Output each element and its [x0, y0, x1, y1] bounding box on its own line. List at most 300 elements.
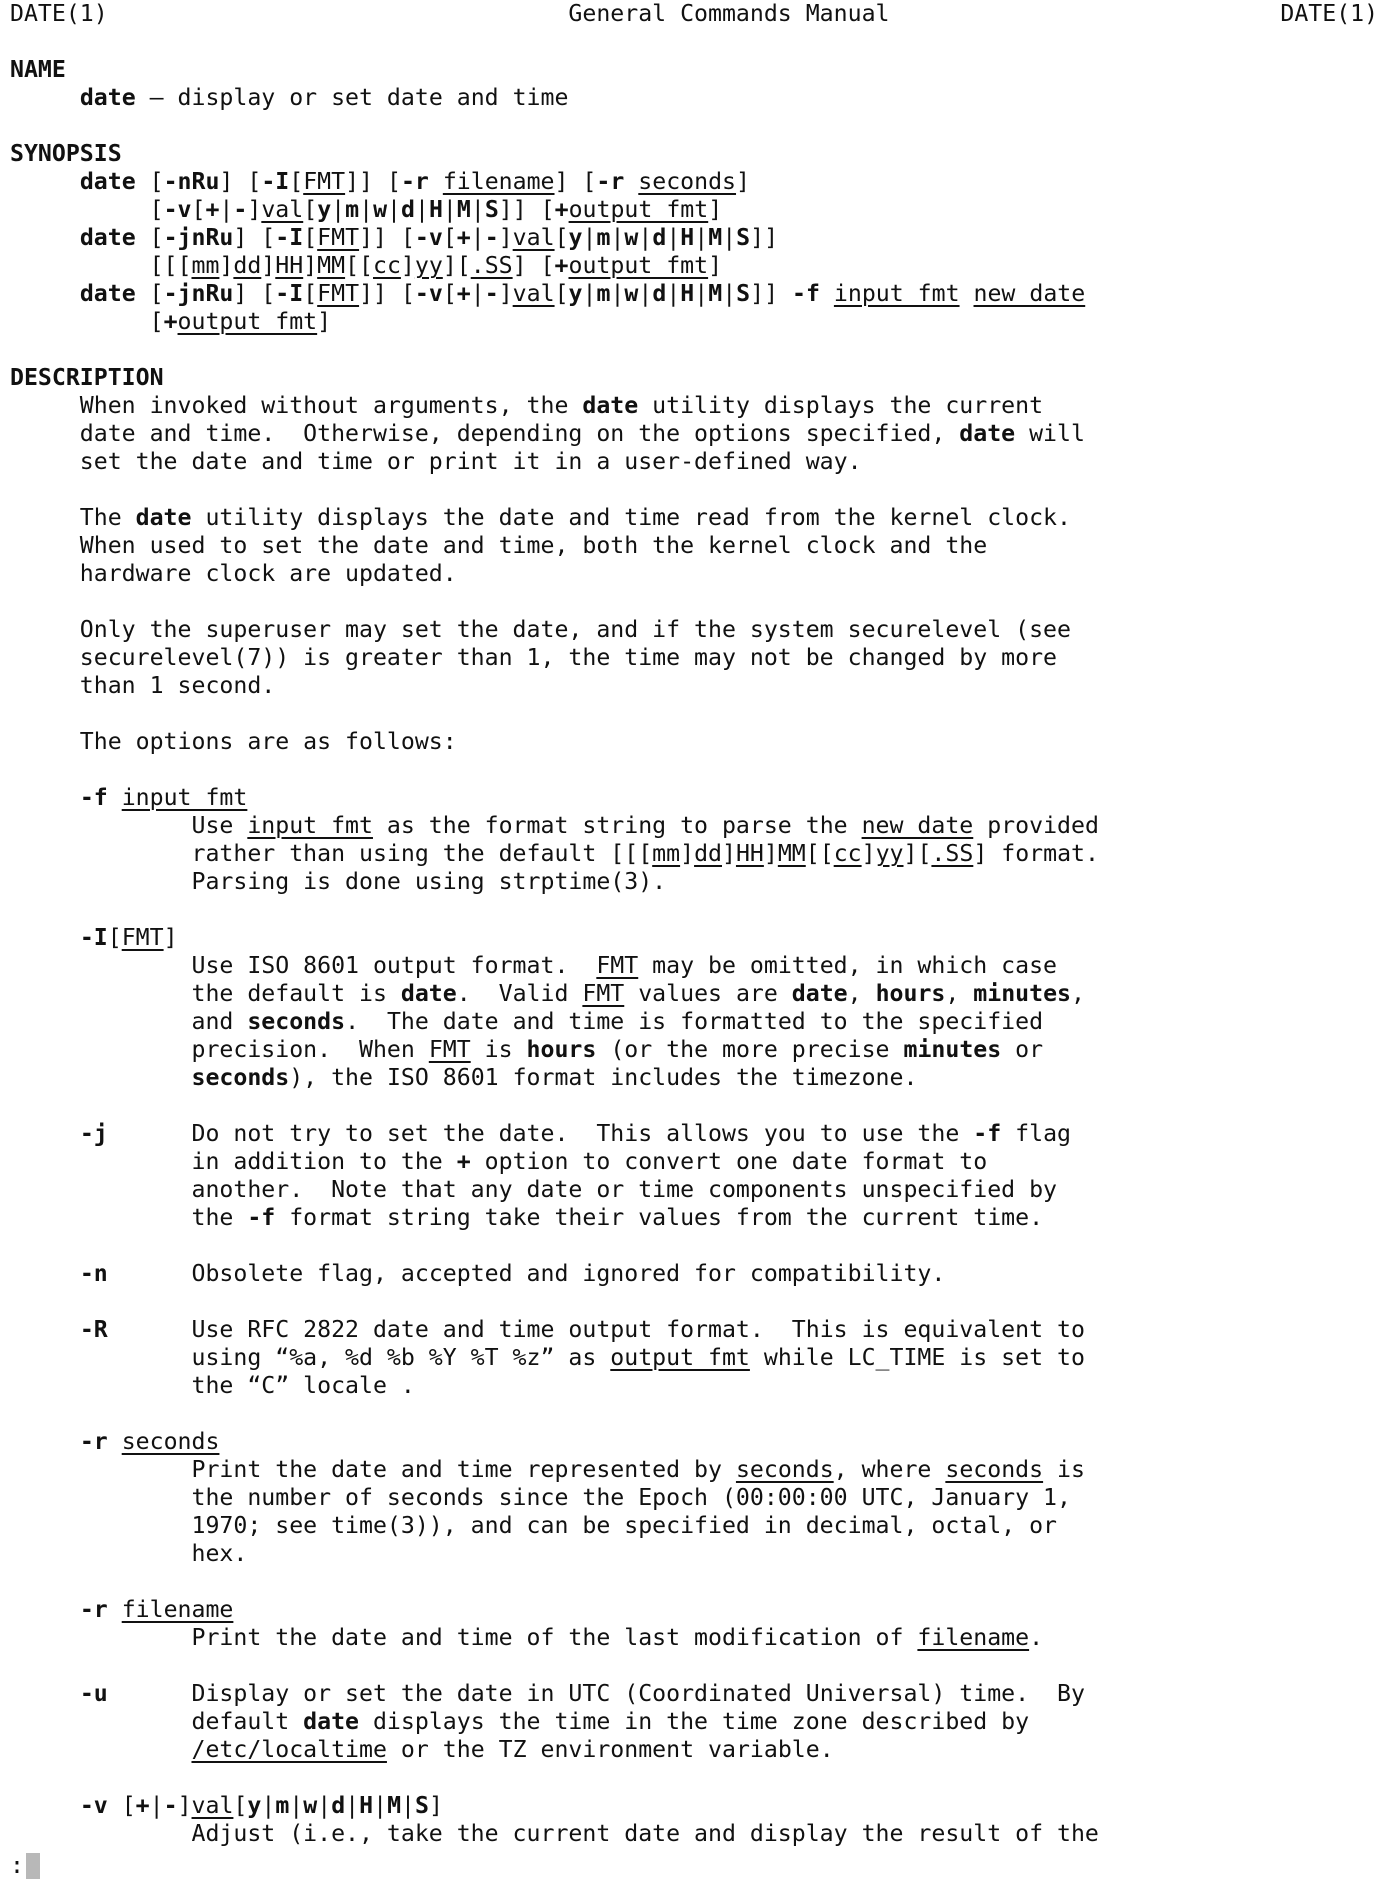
bold-text: S	[484, 196, 499, 223]
text-segment: [	[10, 196, 164, 223]
underlined-text: filename	[121, 1596, 234, 1623]
bold-text: -u	[79, 1680, 108, 1707]
underlined-text: output_fmt	[177, 308, 318, 335]
bold-text: date	[79, 224, 136, 251]
bold-text: H	[428, 196, 443, 223]
man-line	[10, 280, 1085, 308]
text-segment: [	[107, 924, 122, 951]
man-line	[10, 196, 722, 224]
man-line	[10, 1372, 415, 1400]
text-segment: |	[149, 1792, 164, 1819]
text-segment	[10, 1680, 80, 1707]
bold-text: date	[303, 1708, 360, 1735]
text-segment: |	[582, 280, 597, 307]
underlined-text: output_fmt	[568, 196, 709, 223]
underlined-text: MM	[777, 840, 806, 867]
text-segment: ,	[1071, 980, 1085, 1007]
text-segment: ]]	[750, 280, 793, 307]
text-segment: ), the ISO 8601 format includes the timezone.	[289, 1064, 918, 1091]
text-segment: hex.	[10, 1540, 248, 1567]
bold-text: m	[345, 196, 360, 223]
text-segment: Print the date and time represented by	[10, 1456, 736, 1483]
underlined-text: cc	[833, 840, 862, 867]
pager-prompt[interactable]	[10, 1852, 40, 1880]
bold-text: M	[456, 196, 471, 223]
text-segment: [[	[805, 840, 834, 867]
text-segment	[10, 1596, 80, 1623]
text-segment	[108, 1596, 122, 1623]
bold-text: M	[387, 1792, 402, 1819]
text-segment: |	[331, 196, 346, 223]
man-line	[10, 252, 722, 280]
bold-text: m	[275, 1792, 290, 1819]
bold-text: d	[331, 1792, 346, 1819]
text-segment: Only the superuser may set the date, and if the system securelevel (see	[10, 616, 1071, 643]
text-segment: (or the more precise	[596, 1036, 904, 1063]
bold-text: +	[554, 196, 569, 223]
text-segment: date and time. Otherwise, depending on the options specified,	[10, 420, 960, 447]
text-segment: [	[191, 196, 206, 223]
bold-text: -	[233, 196, 248, 223]
underlined-text: filename	[442, 168, 555, 195]
text-segment: , where	[833, 1456, 946, 1483]
man-line	[10, 1624, 1043, 1652]
bold-text: -I	[275, 280, 304, 307]
bold-text: -f	[247, 1204, 276, 1231]
underlined-text: HH	[735, 840, 764, 867]
text-segment: |	[666, 280, 681, 307]
bold-text: -nRu	[163, 168, 220, 195]
bold-text: H	[359, 1792, 374, 1819]
man-line	[10, 1456, 1085, 1484]
text-segment: ]	[763, 840, 778, 867]
text-segment: ]] [	[359, 224, 415, 251]
text-segment: ] format.	[973, 840, 1099, 867]
bold-text: -v	[414, 280, 443, 307]
bold-text: hours	[875, 980, 946, 1007]
man-line	[10, 868, 666, 896]
bold-text: +	[205, 196, 220, 223]
text-segment: |	[317, 1792, 332, 1819]
text-segment: default	[10, 1708, 304, 1735]
text-segment: ,	[847, 980, 876, 1007]
man-line	[10, 1344, 1085, 1372]
text-segment: |	[414, 196, 429, 223]
text-segment: or	[1001, 1036, 1044, 1063]
text-segment: |	[638, 280, 653, 307]
text-segment: while LC_TIME is set to	[749, 1344, 1085, 1371]
man-line	[10, 616, 1071, 644]
text-segment: |	[582, 224, 597, 251]
man-line	[10, 1316, 1085, 1344]
underlined-text: MM	[317, 252, 346, 279]
text-segment: |	[359, 196, 374, 223]
bold-text: d	[401, 196, 415, 223]
bold-text: -I	[79, 924, 108, 951]
underlined-text: seconds	[121, 1428, 220, 1455]
text-segment: may be omitted, in which case	[638, 952, 1058, 979]
text-segment: [	[135, 224, 164, 251]
bold-text: -r	[596, 168, 625, 195]
text-segment: [	[10, 308, 164, 335]
text-segment: [	[442, 224, 457, 251]
text-segment: |	[373, 1792, 388, 1819]
text-segment: Display or set the date in UTC (Coordinated Universal) time. By	[107, 1680, 1085, 1707]
text-segment: |	[387, 196, 401, 223]
text-segment	[10, 1428, 80, 1455]
text-segment: [	[303, 196, 318, 223]
bold-text: -r	[79, 1428, 108, 1455]
underlined-text: val	[191, 1792, 234, 1819]
man-line	[10, 140, 122, 168]
man-line	[10, 1036, 1043, 1064]
bold-text: -v	[163, 196, 192, 223]
man-line	[10, 1484, 1071, 1512]
text-segment	[10, 1736, 191, 1763]
text-segment: The options are as follows:	[10, 728, 457, 755]
bold-text: S	[736, 224, 751, 251]
bold-text: +	[456, 1148, 471, 1175]
man-line	[10, 1792, 443, 1820]
underlined-text: FMT	[428, 1036, 471, 1063]
text-segment: ] [	[233, 280, 276, 307]
bold-text: w	[624, 280, 639, 307]
text-segment	[10, 84, 80, 111]
text-segment: displays the time in the time zone described by	[359, 1708, 1030, 1735]
bold-text: minutes	[903, 1036, 1002, 1063]
text-segment: |	[401, 1792, 416, 1819]
bold-text: date	[791, 980, 848, 1007]
man-line	[10, 392, 1043, 420]
bold-text: +	[135, 1792, 150, 1819]
man-line	[10, 532, 987, 560]
man-line	[10, 728, 457, 756]
bold-text: date	[400, 980, 457, 1007]
text-segment: ]	[708, 252, 723, 279]
man-line	[10, 1512, 1057, 1540]
text-cursor	[26, 1853, 40, 1879]
text-segment: and	[10, 1008, 248, 1035]
underlined-text: dd	[233, 252, 262, 279]
text-segment: Do not try to set the date. This allows you to use the	[107, 1120, 974, 1147]
text-segment	[10, 1120, 80, 1147]
text-segment: Adjust (i.e., take the current date and display the result of the	[10, 1820, 1099, 1847]
text-segment: Obsolete flag, accepted and ignored for compatibility.	[107, 1260, 946, 1287]
text-segment	[624, 168, 638, 195]
text-segment: utility displays the date and time read from the kernel clock.	[191, 504, 1071, 531]
text-segment: ]	[736, 168, 750, 195]
bold-text: y	[247, 1792, 262, 1819]
text-segment	[108, 1428, 122, 1455]
text-segment: ]	[721, 840, 736, 867]
bold-text: date	[79, 168, 136, 195]
text-segment: – display or set date and time	[135, 84, 569, 111]
text-segment: using “%a, %d %b %Y %T %z” as	[10, 1344, 611, 1371]
text-segment: [	[135, 168, 164, 195]
underlined-text: FMT	[303, 168, 346, 195]
text-segment: |	[722, 280, 737, 307]
bold-text: S	[736, 280, 751, 307]
text-segment: [	[107, 1792, 136, 1819]
text-segment: [	[554, 280, 569, 307]
underlined-text: input_fmt	[247, 812, 373, 839]
text-segment: another. Note that any date or time components unspecified by	[10, 1176, 1058, 1203]
man-line	[10, 308, 331, 336]
text-segment: rather than using the default [[[	[10, 840, 653, 867]
bold-text: NAME	[10, 56, 66, 83]
man-line	[10, 924, 178, 952]
man-line	[10, 784, 247, 812]
underlined-text: output_fmt	[610, 1344, 750, 1371]
bold-text: minutes	[973, 980, 1072, 1007]
bold-text: date	[959, 420, 1016, 447]
bold-text: S	[415, 1792, 429, 1819]
man-line	[10, 980, 1085, 1008]
text-segment: Use RFC 2822 date and time output format. This is equivalent to	[107, 1316, 1085, 1343]
text-segment: Use	[10, 812, 248, 839]
bold-text: d	[652, 224, 667, 251]
text-segment: option to convert one date format to	[470, 1148, 988, 1175]
text-segment: ] [	[219, 168, 262, 195]
underlined-text: input_fmt	[121, 784, 248, 811]
bold-text: m	[596, 280, 611, 307]
underlined-text: seconds	[638, 168, 737, 195]
text-segment: hardware clock are updated.	[10, 560, 457, 587]
text-segment: [[[	[10, 252, 192, 279]
text-segment	[820, 280, 834, 307]
underlined-text: dd	[694, 840, 722, 867]
text-segment: ] [	[233, 224, 276, 251]
man-line	[10, 1176, 1057, 1204]
text-segment: ]]	[750, 224, 779, 251]
underlined-text: output_fmt	[568, 252, 709, 279]
text-segment: |	[638, 224, 653, 251]
bold-text: +	[163, 308, 178, 335]
man-line	[10, 560, 457, 588]
text-segment	[10, 1792, 80, 1819]
underlined-text: val	[261, 196, 304, 223]
bold-text: H	[680, 224, 695, 251]
bold-text: H	[680, 280, 695, 307]
bold-text: -R	[79, 1316, 108, 1343]
text-segment: ]	[498, 280, 513, 307]
man-line	[10, 1120, 1071, 1148]
underlined-text: .SS	[470, 252, 513, 279]
man-line	[10, 56, 66, 84]
bold-text: -v	[414, 224, 443, 251]
man-line	[10, 448, 862, 476]
underlined-text: input_fmt	[833, 280, 960, 307]
text-segment	[960, 280, 974, 307]
underlined-text: val	[512, 224, 555, 251]
text-segment: .	[1029, 1624, 1044, 1651]
bold-text: w	[303, 1792, 318, 1819]
bold-text: -	[484, 224, 499, 251]
man-line	[10, 0, 1378, 28]
bold-text: -n	[79, 1260, 108, 1287]
man-line	[10, 224, 778, 252]
bold-text: w	[624, 224, 639, 251]
man-line	[10, 364, 164, 392]
text-segment: ]] [	[345, 168, 401, 195]
text-segment: will	[1015, 420, 1085, 447]
bold-text: y	[317, 196, 332, 223]
man-line	[10, 1540, 247, 1568]
text-segment: flag	[1001, 1120, 1071, 1147]
underlined-text: val	[512, 280, 555, 307]
underlined-text: FMT	[582, 980, 625, 1007]
bold-text: date	[79, 84, 136, 111]
man-line	[10, 812, 1099, 840]
underlined-text: yy	[875, 840, 904, 867]
bold-text: +	[456, 224, 471, 251]
man-line	[10, 672, 275, 700]
bold-text: -I	[261, 168, 290, 195]
bold-text: w	[373, 196, 388, 223]
text-segment: [[	[345, 252, 373, 279]
underlined-text: seconds	[735, 1456, 834, 1483]
text-segment: securelevel(7)) is greater than 1, the time may not be changed by more	[10, 644, 1058, 671]
text-segment: utility displays the current	[638, 392, 1044, 419]
underlined-text: new_date	[861, 812, 974, 839]
text-segment: the “C” locale .	[10, 1372, 415, 1399]
underlined-text: yy	[414, 252, 443, 279]
underlined-text: FMT	[596, 952, 639, 979]
text-segment: |	[345, 1792, 360, 1819]
text-segment: |	[470, 196, 485, 223]
man-line	[10, 1260, 945, 1288]
bold-text: date	[135, 504, 192, 531]
bold-text: DESCRIPTION	[10, 364, 164, 391]
underlined-text: FMT	[317, 224, 360, 251]
text-segment: The	[10, 504, 136, 531]
man-line	[10, 644, 1057, 672]
underlined-text: new_date	[973, 280, 1086, 307]
text-segment: |	[694, 280, 709, 307]
text-segment	[429, 168, 443, 195]
text-segment: the number of seconds since the Epoch (00:00:00 UTC, January 1,	[10, 1484, 1071, 1511]
text-segment: ][	[903, 840, 932, 867]
text-segment: ]	[219, 252, 234, 279]
bold-text: SYNOPSIS	[10, 140, 122, 167]
text-segment: DATE(1) General Commands Manual DATE(1)	[10, 0, 1378, 27]
text-segment: the default is	[10, 980, 401, 1007]
bold-text: m	[596, 224, 611, 251]
text-segment: format string take their values from the current time.	[275, 1204, 1044, 1231]
bold-text: -I	[275, 224, 304, 251]
text-segment: ]	[428, 1792, 443, 1819]
bold-text: seconds	[191, 1064, 290, 1091]
text-segment: |	[666, 224, 681, 251]
bold-text: d	[652, 280, 667, 307]
man-line	[10, 1596, 233, 1624]
text-segment: ]	[303, 252, 318, 279]
text-segment: [	[303, 280, 318, 307]
text-segment: . The date and time is formatted to the specified	[345, 1008, 1044, 1035]
bold-text: M	[708, 280, 723, 307]
text-segment: as the format string to parse the	[372, 812, 862, 839]
man-line	[10, 168, 750, 196]
man-line	[10, 840, 1099, 868]
text-segment: the	[10, 1204, 248, 1231]
text-segment	[10, 224, 80, 251]
text-segment: ]	[708, 196, 723, 223]
text-segment: . Valid	[456, 980, 583, 1007]
text-segment	[10, 1316, 80, 1343]
text-segment: ][	[442, 252, 471, 279]
text-segment	[10, 924, 80, 951]
underlined-text: seconds	[945, 1456, 1044, 1483]
text-segment: ]	[317, 308, 332, 335]
bold-text: date	[79, 280, 136, 307]
text-segment: |	[470, 224, 485, 251]
man-line	[10, 1428, 219, 1456]
bold-text: y	[568, 224, 583, 251]
text-segment: ] [	[554, 168, 597, 195]
text-segment: |	[610, 280, 625, 307]
man-line	[10, 952, 1057, 980]
man-line	[10, 420, 1085, 448]
underlined-text: .SS	[931, 840, 974, 867]
text-segment	[10, 1064, 191, 1091]
text-segment: |	[219, 196, 234, 223]
man-line	[10, 84, 568, 112]
text-segment: provided	[973, 812, 1099, 839]
underlined-text: mm	[652, 840, 681, 867]
bold-text: seconds	[247, 1008, 346, 1035]
text-segment: Parsing is done using strptime(3).	[10, 868, 667, 895]
text-segment: values are	[624, 980, 792, 1007]
text-segment: |	[289, 1792, 304, 1819]
underlined-text: mm	[191, 252, 220, 279]
text-segment: Use ISO 8601 output format.	[10, 952, 597, 979]
text-segment	[10, 280, 80, 307]
bold-text: -r	[400, 168, 429, 195]
bold-text: M	[708, 224, 723, 251]
text-segment: |	[470, 280, 485, 307]
text-segment: ,	[945, 980, 974, 1007]
text-segment: |	[261, 1792, 276, 1819]
text-segment: When invoked without arguments, the	[10, 392, 583, 419]
text-segment: [	[303, 224, 318, 251]
text-segment: |	[694, 224, 709, 251]
text-segment: ]	[247, 196, 262, 223]
text-segment: When used to set the date and time, both the kernel clock and the	[10, 532, 988, 559]
text-segment: [	[554, 224, 569, 251]
text-segment	[10, 1260, 80, 1287]
text-segment: ]	[177, 1792, 192, 1819]
bold-text: -j	[79, 1120, 108, 1147]
man-line	[10, 1736, 834, 1764]
man-line	[10, 1008, 1043, 1036]
pager-prompt-text: :	[10, 1852, 24, 1879]
bold-text: -	[163, 1792, 178, 1819]
text-segment: |	[722, 224, 737, 251]
text-segment: in addition to the	[10, 1148, 457, 1175]
text-segment: set the date and time or print it in a user-defined way.	[10, 448, 862, 475]
bold-text: -f	[973, 1120, 1002, 1147]
text-segment: ]	[861, 840, 876, 867]
text-segment	[10, 784, 80, 811]
text-segment: is	[470, 1036, 527, 1063]
text-segment: ]	[400, 252, 415, 279]
text-segment: [	[442, 280, 457, 307]
man-line	[10, 1064, 917, 1092]
underlined-text: /etc/localtime	[191, 1736, 387, 1763]
bold-text: -f	[79, 784, 108, 811]
bold-text: +	[554, 252, 569, 279]
text-segment: [	[289, 168, 304, 195]
